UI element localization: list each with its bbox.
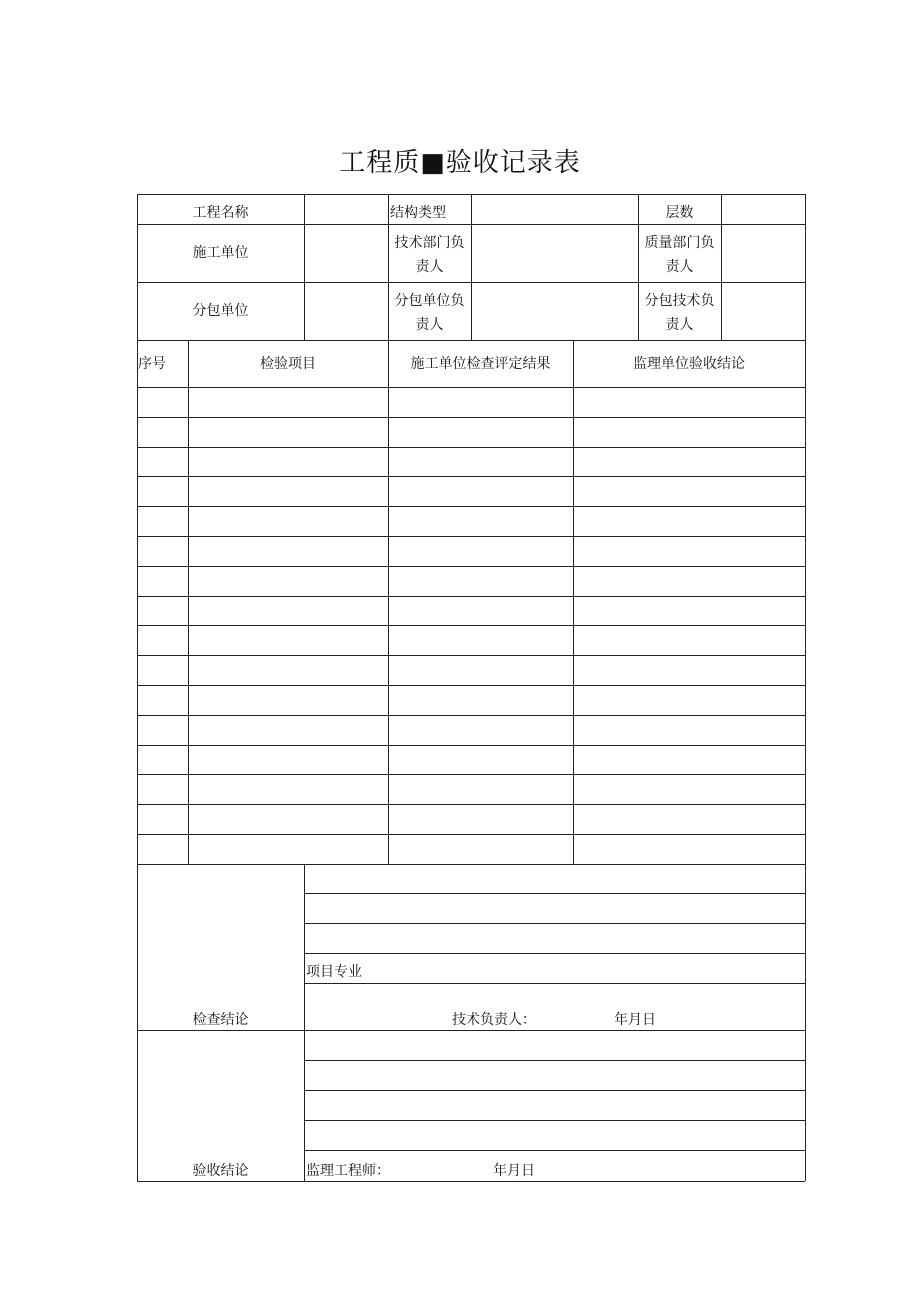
table-row-line — [137, 715, 805, 716]
table-row-line — [137, 387, 805, 388]
acceptance-date-label: 年月日 — [493, 1163, 535, 1179]
table-row-line — [137, 685, 805, 686]
table-col-line — [573, 340, 574, 864]
inspection-line — [304, 893, 805, 894]
table-row-line — [137, 625, 805, 626]
table-row-line — [137, 804, 805, 805]
supervisor-signature-label: 监理工程师： — [306, 1163, 390, 1179]
table-col-line — [388, 340, 389, 864]
col-header-item: 检验项目 — [260, 356, 316, 372]
table-row-line — [137, 536, 805, 537]
sub-tech-head-label: 分包技术负 — [644, 293, 715, 309]
table-row-line — [137, 834, 805, 835]
inspection-line — [304, 953, 805, 954]
inspection-date-label: 年月日 — [614, 1012, 656, 1028]
table-row-line — [137, 745, 805, 746]
acceptance-line — [304, 1150, 805, 1151]
sub-tech-head-label-cont: 责人 — [665, 317, 694, 333]
table-row-line — [137, 447, 805, 448]
table-row-line — [137, 417, 805, 418]
structure-type-label: 结构类型 — [390, 205, 446, 221]
table-row-line — [137, 596, 805, 597]
quality-dept-head-label-cont: 责人 — [665, 259, 694, 275]
form-border-left — [137, 194, 138, 1181]
conclusion-col-divider — [304, 864, 305, 1181]
quality-dept-head-label: 质量部门负 — [644, 235, 715, 251]
table-row-line — [137, 864, 805, 865]
header-col-divider — [471, 194, 472, 340]
tech-dept-head-label-cont: 责人 — [415, 259, 444, 275]
col-header-construction-result: 施工单位检查评定结果 — [410, 356, 551, 372]
project-name-label: 工程名称 — [192, 205, 249, 221]
col-header-seq: 序号 — [138, 356, 166, 372]
acceptance-line — [304, 1090, 805, 1091]
sub-unit-head-label-cont: 责人 — [415, 317, 444, 333]
construction-unit-label: 施工单位 — [192, 245, 249, 261]
project-specialty-label: 项目专业 — [306, 964, 362, 980]
table-col-line — [188, 340, 189, 864]
table-row-line — [137, 774, 805, 775]
subcontractor-label: 分包单位 — [192, 303, 249, 319]
form-border-right — [805, 194, 806, 1181]
col-header-supervision-result: 监理单位验收结论 — [633, 356, 745, 372]
sub-unit-head-label: 分包单位负 — [394, 293, 465, 309]
table-row-line — [137, 655, 805, 656]
header-col-divider — [721, 194, 722, 340]
inspection-conclusion-label: 检查结论 — [192, 1012, 249, 1028]
page-title: 工程质■验收记录表 — [339, 148, 581, 178]
inspection-line — [304, 983, 805, 984]
tech-head-signature-label: 技术负责人： — [452, 1012, 536, 1028]
tech-dept-head-label: 技术部门负 — [394, 235, 465, 251]
inspection-line — [304, 923, 805, 924]
acceptance-conclusion-label: 验收结论 — [192, 1163, 249, 1179]
header-row-divider — [137, 340, 805, 341]
table-row-line — [137, 476, 805, 477]
floors-label: 层数 — [665, 205, 694, 221]
table-row-line — [137, 566, 805, 567]
acceptance-line — [304, 1060, 805, 1061]
table-row-line — [137, 506, 805, 507]
header-col-divider — [304, 194, 305, 340]
acceptance-line — [304, 1120, 805, 1121]
